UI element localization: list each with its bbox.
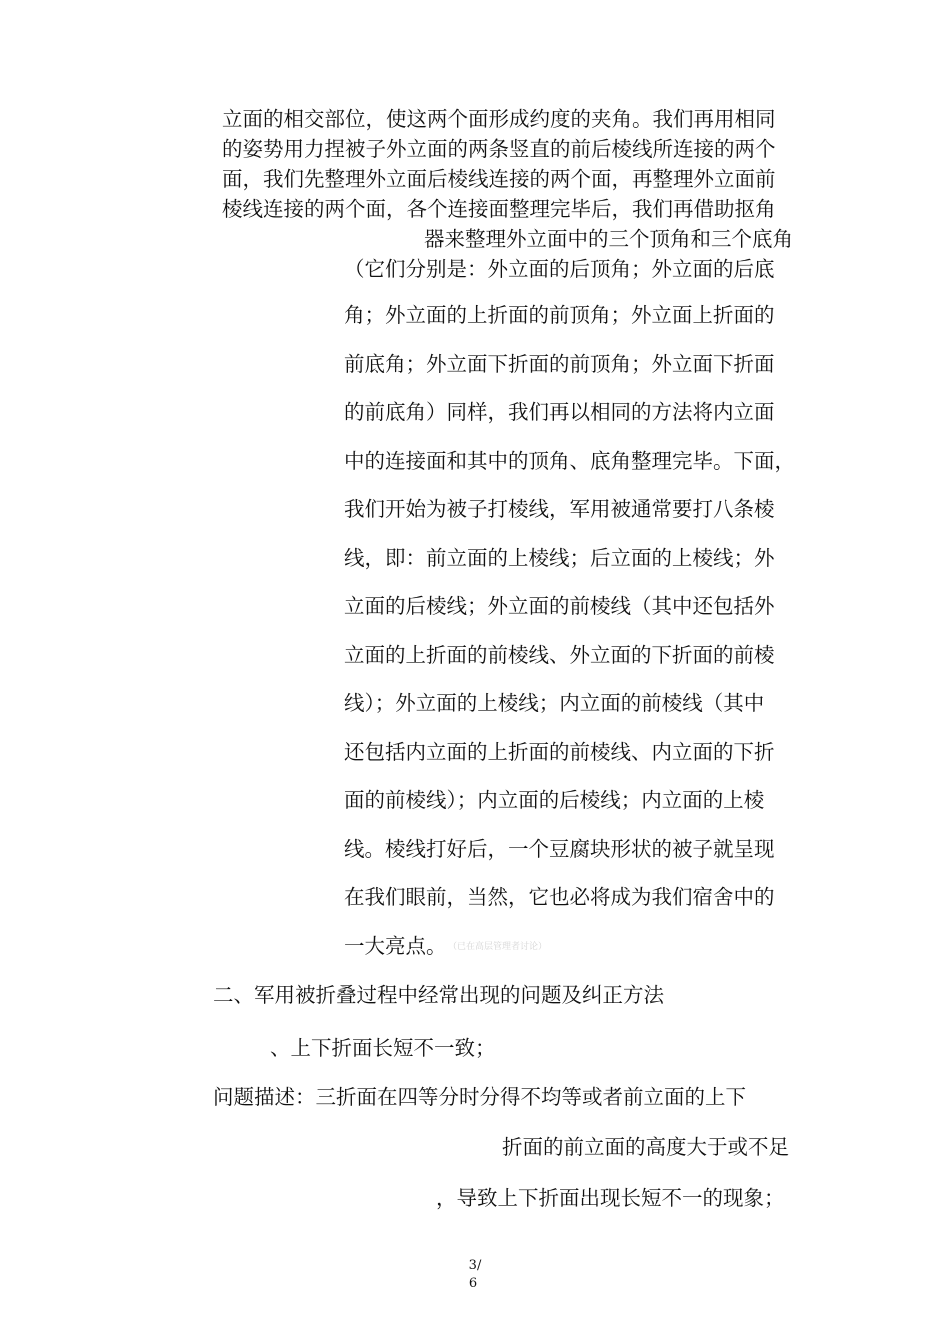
body-text-line: 的前底角）同样，我们再以相同的方法将内立面 xyxy=(344,400,775,424)
page-number-top: 3/ xyxy=(468,1258,482,1273)
problem-description-line: 问题描述：三折面在四等分时分得不均等或者前立面的上下 xyxy=(213,1085,746,1109)
body-text-line: 的姿势用力捏被子外立面的两条竖直的前后棱线所连接的两个 xyxy=(222,137,776,161)
body-text-line: 面，我们先整理外立面后棱线连接的两个面，再整理外立面前 xyxy=(222,167,776,191)
problem-description-line: ，导致上下折面出现长短不一的现象； xyxy=(436,1186,785,1210)
page-number-bottom: 6 xyxy=(468,1276,478,1291)
body-text-line: 面的前棱线）；内立面的后棱线；内立面的上棱 xyxy=(344,788,765,812)
body-text-line: 角；外立面的上折面的前顶角；外立面上折面的 xyxy=(344,303,775,327)
body-text-line: 立面的后棱线；外立面的前棱线（其中还包括外 xyxy=(344,594,775,618)
body-text-line: 立面的相交部位，使这两个面形成约度的夹角。我们再用相同 xyxy=(222,107,776,131)
body-text-line: 还包括内立面的上折面的前棱线、内立面的下折 xyxy=(344,740,775,764)
body-text-line-last xyxy=(344,936,547,957)
body-text-line: 线，即：前立面的上棱线；后立面的上棱线；外 xyxy=(344,546,775,570)
body-text-line: 线。棱线打好后，一个豆腐块形状的被子就呈现 xyxy=(344,837,775,861)
section-heading: 二、军用被折叠过程中经常出现的问题及纠正方法 xyxy=(213,983,664,1007)
body-text-line: 棱线连接的两个面，各个连接面整理完毕后，我们再借助抠角 xyxy=(222,197,776,221)
body-text-line: 线）；外立面的上棱线；内立面的前棱线（其中 xyxy=(344,691,765,715)
body-text-line: 我们开始为被子打棱线，军用被通常要打八条棱 xyxy=(344,497,775,521)
body-text-line: 器来整理外立面中的三个顶角和三个底角 xyxy=(424,227,793,251)
body-text-line: 在我们眼前，当然，它也必将成为我们宿舍中的 xyxy=(344,885,775,909)
faint-watermark-text: （已在高层管理者讨论） xyxy=(452,941,548,952)
body-text-line: （它们分别是：外立面的后顶角；外立面的后底 xyxy=(344,257,775,281)
problem-description-line: 折面的前立面的高度大于或不足 xyxy=(502,1135,789,1159)
body-text-line: 前底角；外立面下折面的前顶角；外立面下折面 xyxy=(344,352,775,376)
body-text-line: 立面的上折面的前棱线、外立面的下折面的前棱 xyxy=(344,643,775,667)
body-text-line: 中的连接面和其中的顶角、底角整理完毕。下面， xyxy=(344,449,795,473)
subheading: 、上下折面长短不一致； xyxy=(270,1036,496,1060)
body-text-end: 一大亮点。 xyxy=(344,934,447,958)
